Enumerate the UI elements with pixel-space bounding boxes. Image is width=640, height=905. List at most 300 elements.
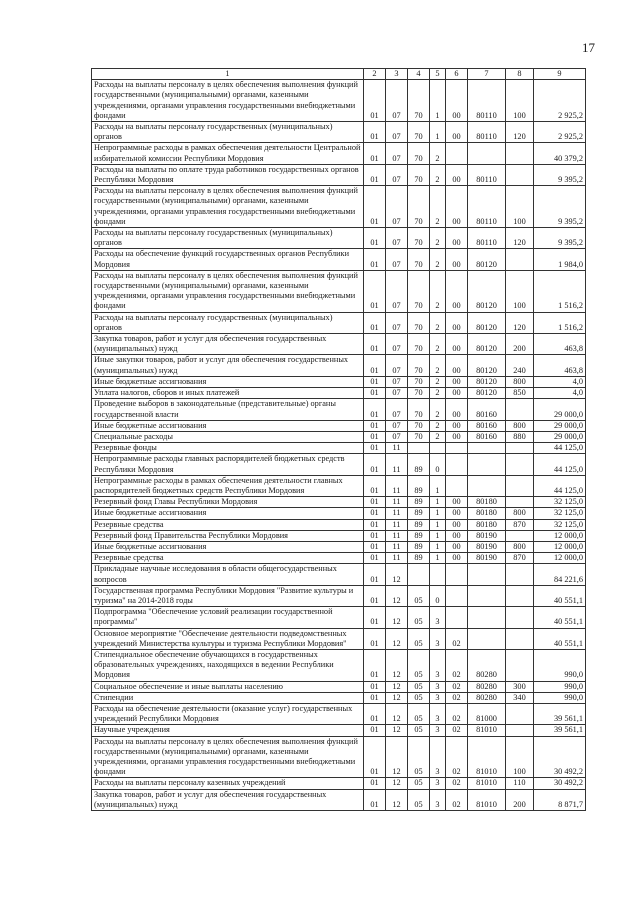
row-name: Специальные расходы bbox=[92, 431, 364, 442]
code-section: 01 bbox=[364, 270, 386, 312]
code-direction: 80120 bbox=[468, 249, 506, 270]
code-section: 01 bbox=[364, 475, 386, 496]
code-event: 02 bbox=[446, 681, 468, 692]
code-event: 00 bbox=[446, 530, 468, 541]
code-subprogram: 1 bbox=[430, 519, 446, 530]
table-row bbox=[92, 431, 586, 442]
code-subsection: 07 bbox=[386, 80, 408, 122]
amount: 44 125,0 bbox=[534, 443, 586, 454]
code-subsection: 07 bbox=[386, 270, 408, 312]
code-direction: 81010 bbox=[468, 725, 506, 736]
table-row bbox=[92, 736, 586, 778]
table-row bbox=[92, 475, 586, 496]
code-subprogram: 1 bbox=[430, 122, 446, 143]
amount: 4,0 bbox=[534, 388, 586, 399]
code-section: 01 bbox=[364, 399, 386, 420]
row-name: Расходы на выплаты персоналу в целях обеспечения выполнения функций государственными (муниципальными) органами, казенными учреждениями, органами управления государственными внебюджетными фондами bbox=[92, 186, 364, 228]
code-subprogram: 1 bbox=[430, 508, 446, 519]
code-section: 01 bbox=[364, 649, 386, 681]
code-expense-type bbox=[506, 607, 534, 628]
code-direction: 80180 bbox=[468, 508, 506, 519]
code-subsection: 07 bbox=[386, 228, 408, 249]
code-expense-type bbox=[506, 530, 534, 541]
code-subsection: 07 bbox=[386, 376, 408, 387]
row-name: Стипендиальное обеспечение обучающихся в государственных образовательных учреждениях, находящихся в ведении Республики Мордовия bbox=[92, 649, 364, 681]
code-subprogram: 3 bbox=[430, 628, 446, 649]
code-event: 02 bbox=[446, 649, 468, 681]
column-header: 4 bbox=[408, 69, 430, 80]
code-direction: 80110 bbox=[468, 186, 506, 228]
code-section: 01 bbox=[364, 789, 386, 810]
budget-table bbox=[91, 68, 586, 811]
code-event: 00 bbox=[446, 541, 468, 552]
amount: 40 551,1 bbox=[534, 585, 586, 606]
table-row bbox=[92, 508, 586, 519]
code-expense-type: 120 bbox=[506, 228, 534, 249]
code-direction bbox=[468, 454, 506, 475]
code-event: 00 bbox=[446, 497, 468, 508]
table-row bbox=[92, 420, 586, 431]
row-name: Государственная программа Республики Мордовия "Развитие культуры и туризма" на 2014-2018 годы bbox=[92, 585, 364, 606]
code-program: 05 bbox=[408, 607, 430, 628]
column-header: 5 bbox=[430, 69, 446, 80]
code-event bbox=[446, 607, 468, 628]
code-subsection: 07 bbox=[386, 431, 408, 442]
code-event: 00 bbox=[446, 164, 468, 185]
table-row bbox=[92, 628, 586, 649]
row-name: Расходы на выплаты персоналу государственных (муниципальных) органов bbox=[92, 122, 364, 143]
code-expense-type: 870 bbox=[506, 519, 534, 530]
code-program: 70 bbox=[408, 399, 430, 420]
table-row bbox=[92, 530, 586, 541]
code-expense-type bbox=[506, 475, 534, 496]
table-row bbox=[92, 143, 586, 164]
code-program: 05 bbox=[408, 725, 430, 736]
code-program: 89 bbox=[408, 454, 430, 475]
code-direction: 80120 bbox=[468, 334, 506, 355]
code-section: 01 bbox=[364, 681, 386, 692]
code-program: 05 bbox=[408, 778, 430, 789]
table-row bbox=[92, 649, 586, 681]
table-row bbox=[92, 270, 586, 312]
table-row bbox=[92, 681, 586, 692]
code-direction bbox=[468, 585, 506, 606]
row-name: Расходы на выплаты персоналу в целях обеспечения выполнения функций государственными (муниципальными) органами, казенными учреждениями, органами управления государственными внебюджетными фондами bbox=[92, 736, 364, 778]
code-section: 01 bbox=[364, 249, 386, 270]
code-direction: 80120 bbox=[468, 355, 506, 376]
table-row bbox=[92, 585, 586, 606]
code-direction bbox=[468, 628, 506, 649]
code-direction bbox=[468, 143, 506, 164]
code-subprogram: 1 bbox=[430, 497, 446, 508]
code-event: 00 bbox=[446, 334, 468, 355]
code-subsection: 11 bbox=[386, 530, 408, 541]
amount: 39 561,1 bbox=[534, 703, 586, 724]
code-event bbox=[446, 564, 468, 585]
code-expense-type bbox=[506, 143, 534, 164]
code-section: 01 bbox=[364, 334, 386, 355]
code-section: 01 bbox=[364, 692, 386, 703]
code-section: 01 bbox=[364, 736, 386, 778]
code-subprogram: 3 bbox=[430, 692, 446, 703]
code-expense-type: 200 bbox=[506, 334, 534, 355]
column-header: 3 bbox=[386, 69, 408, 80]
row-name: Иные бюджетные ассигнования bbox=[92, 508, 364, 519]
table-row bbox=[92, 541, 586, 552]
amount: 40 379,2 bbox=[534, 143, 586, 164]
code-event: 00 bbox=[446, 122, 468, 143]
column-header: 2 bbox=[364, 69, 386, 80]
code-program: 70 bbox=[408, 164, 430, 185]
code-subsection: 11 bbox=[386, 475, 408, 496]
amount: 12 000,0 bbox=[534, 541, 586, 552]
code-event bbox=[446, 585, 468, 606]
code-section: 01 bbox=[364, 553, 386, 564]
code-program: 05 bbox=[408, 681, 430, 692]
amount: 4,0 bbox=[534, 376, 586, 387]
amount: 990,0 bbox=[534, 681, 586, 692]
table-row bbox=[92, 164, 586, 185]
code-subprogram: 3 bbox=[430, 736, 446, 778]
table-row bbox=[92, 443, 586, 454]
code-expense-type bbox=[506, 585, 534, 606]
amount: 39 561,1 bbox=[534, 725, 586, 736]
code-subsection: 11 bbox=[386, 519, 408, 530]
code-direction: 80280 bbox=[468, 649, 506, 681]
code-program: 89 bbox=[408, 497, 430, 508]
code-section: 01 bbox=[364, 541, 386, 552]
code-subprogram: 2 bbox=[430, 186, 446, 228]
amount: 40 551,1 bbox=[534, 607, 586, 628]
code-program: 89 bbox=[408, 530, 430, 541]
code-program: 70 bbox=[408, 270, 430, 312]
code-expense-type: 200 bbox=[506, 789, 534, 810]
code-section: 01 bbox=[364, 454, 386, 475]
code-direction: 80280 bbox=[468, 681, 506, 692]
code-event: 00 bbox=[446, 553, 468, 564]
table-row bbox=[92, 564, 586, 585]
code-direction: 80190 bbox=[468, 530, 506, 541]
code-subsection: 11 bbox=[386, 454, 408, 475]
code-program: 05 bbox=[408, 649, 430, 681]
code-subsection: 07 bbox=[386, 420, 408, 431]
column-header: 6 bbox=[446, 69, 468, 80]
table-row bbox=[92, 454, 586, 475]
amount: 30 492,2 bbox=[534, 778, 586, 789]
code-subsection: 07 bbox=[386, 164, 408, 185]
row-name: Закупка товаров, работ и услуг для обеспечения государственных (муниципальных) нужд bbox=[92, 334, 364, 355]
code-expense-type bbox=[506, 249, 534, 270]
code-event bbox=[446, 143, 468, 164]
code-program: 89 bbox=[408, 508, 430, 519]
code-expense-type: 120 bbox=[506, 312, 534, 333]
code-subprogram: 3 bbox=[430, 725, 446, 736]
row-name: Проведение выборов в законодательные (представительные) органы государственной власти bbox=[92, 399, 364, 420]
column-header: 9 bbox=[534, 69, 586, 80]
code-expense-type: 880 bbox=[506, 431, 534, 442]
code-subsection: 07 bbox=[386, 143, 408, 164]
code-subsection: 12 bbox=[386, 736, 408, 778]
amount: 32 125,0 bbox=[534, 508, 586, 519]
row-name: Научные учреждения bbox=[92, 725, 364, 736]
code-event: 00 bbox=[446, 399, 468, 420]
code-subprogram: 1 bbox=[430, 475, 446, 496]
code-direction: 81010 bbox=[468, 736, 506, 778]
code-program: 05 bbox=[408, 736, 430, 778]
row-name: Резервные фонды bbox=[92, 443, 364, 454]
code-subprogram: 2 bbox=[430, 399, 446, 420]
code-program: 70 bbox=[408, 186, 430, 228]
row-name: Расходы на обеспечение деятельности (оказание услуг) государственных учреждений Республики Мордовия bbox=[92, 703, 364, 724]
code-subprogram: 2 bbox=[430, 388, 446, 399]
code-direction: 80190 bbox=[468, 541, 506, 552]
code-event: 00 bbox=[446, 519, 468, 530]
code-program: 70 bbox=[408, 355, 430, 376]
table-row bbox=[92, 80, 586, 122]
code-section: 01 bbox=[364, 725, 386, 736]
code-program: 05 bbox=[408, 703, 430, 724]
table-row bbox=[92, 497, 586, 508]
code-section: 01 bbox=[364, 607, 386, 628]
code-program: 70 bbox=[408, 376, 430, 387]
code-section: 01 bbox=[364, 443, 386, 454]
amount: 990,0 bbox=[534, 649, 586, 681]
code-event: 02 bbox=[446, 703, 468, 724]
row-name: Уплата налогов, сборов и иных платежей bbox=[92, 388, 364, 399]
code-section: 01 bbox=[364, 431, 386, 442]
table-row bbox=[92, 249, 586, 270]
code-expense-type bbox=[506, 725, 534, 736]
code-subprogram: 2 bbox=[430, 376, 446, 387]
table-row bbox=[92, 519, 586, 530]
column-header: 1 bbox=[92, 69, 364, 80]
table-row bbox=[92, 186, 586, 228]
code-direction: 80160 bbox=[468, 420, 506, 431]
code-expense-type: 800 bbox=[506, 376, 534, 387]
code-subsection: 12 bbox=[386, 649, 408, 681]
code-program: 70 bbox=[408, 122, 430, 143]
code-event: 00 bbox=[446, 270, 468, 312]
code-direction: 80160 bbox=[468, 431, 506, 442]
code-expense-type: 340 bbox=[506, 692, 534, 703]
table-row bbox=[92, 376, 586, 387]
code-section: 01 bbox=[364, 122, 386, 143]
code-subsection: 11 bbox=[386, 497, 408, 508]
code-subprogram: 2 bbox=[430, 312, 446, 333]
code-expense-type: 100 bbox=[506, 186, 534, 228]
code-direction: 80120 bbox=[468, 312, 506, 333]
code-subsection: 11 bbox=[386, 508, 408, 519]
code-section: 01 bbox=[364, 355, 386, 376]
row-name: Резервный фонд Правительства Республики Мордовия bbox=[92, 530, 364, 541]
amount: 9 395,2 bbox=[534, 164, 586, 185]
code-event: 00 bbox=[446, 80, 468, 122]
row-name: Прикладные научные исследования в области общегосударственных вопросов bbox=[92, 564, 364, 585]
code-section: 01 bbox=[364, 376, 386, 387]
code-section: 01 bbox=[364, 564, 386, 585]
code-subsection: 07 bbox=[386, 186, 408, 228]
code-subprogram: 1 bbox=[430, 530, 446, 541]
code-event: 00 bbox=[446, 420, 468, 431]
code-program: 89 bbox=[408, 475, 430, 496]
code-event: 02 bbox=[446, 736, 468, 778]
amount: 463,8 bbox=[534, 334, 586, 355]
code-subsection: 07 bbox=[386, 388, 408, 399]
amount: 2 925,2 bbox=[534, 80, 586, 122]
code-program: 70 bbox=[408, 420, 430, 431]
code-subsection: 12 bbox=[386, 725, 408, 736]
code-program: 70 bbox=[408, 143, 430, 164]
row-name: Расходы на выплаты персоналу государственных (муниципальных) органов bbox=[92, 228, 364, 249]
code-expense-type: 100 bbox=[506, 736, 534, 778]
code-section: 01 bbox=[364, 420, 386, 431]
code-section: 01 bbox=[364, 186, 386, 228]
amount: 12 000,0 bbox=[534, 553, 586, 564]
code-section: 01 bbox=[364, 703, 386, 724]
code-expense-type: 870 bbox=[506, 553, 534, 564]
code-event: 00 bbox=[446, 431, 468, 442]
row-name: Иные бюджетные ассигнования bbox=[92, 376, 364, 387]
code-subprogram: 2 bbox=[430, 270, 446, 312]
code-expense-type bbox=[506, 703, 534, 724]
row-name: Подпрограмма "Обеспечение условий реализации государственной программы" bbox=[92, 607, 364, 628]
row-name: Социальное обеспечение и иные выплаты населению bbox=[92, 681, 364, 692]
table-row bbox=[92, 334, 586, 355]
amount: 44 125,0 bbox=[534, 454, 586, 475]
row-name: Непрограммные расходы главных распорядителей бюджетных средств Республики Мордовия bbox=[92, 454, 364, 475]
code-section: 01 bbox=[364, 228, 386, 249]
code-program: 89 bbox=[408, 553, 430, 564]
code-direction: 80120 bbox=[468, 376, 506, 387]
code-direction: 80120 bbox=[468, 388, 506, 399]
code-section: 01 bbox=[364, 312, 386, 333]
code-event: 02 bbox=[446, 778, 468, 789]
code-subsection: 12 bbox=[386, 703, 408, 724]
row-name: Непрограммные расходы в рамках обеспечения деятельности Центральной избирательной комиссии Республики Мордовия bbox=[92, 143, 364, 164]
row-name: Расходы на обеспечение функций государственных органов Республики Мордовия bbox=[92, 249, 364, 270]
code-subprogram bbox=[430, 443, 446, 454]
row-name: Иные бюджетные ассигнования bbox=[92, 541, 364, 552]
code-subprogram: 2 bbox=[430, 228, 446, 249]
table-row bbox=[92, 789, 586, 810]
code-subsection: 12 bbox=[386, 692, 408, 703]
code-subsection: 12 bbox=[386, 778, 408, 789]
amount: 1 984,0 bbox=[534, 249, 586, 270]
code-expense-type bbox=[506, 399, 534, 420]
amount: 32 125,0 bbox=[534, 497, 586, 508]
row-name: Резервные средства bbox=[92, 519, 364, 530]
page-number: 17 bbox=[582, 40, 595, 55]
code-expense-type: 800 bbox=[506, 508, 534, 519]
code-subprogram: 1 bbox=[430, 80, 446, 122]
code-event: 02 bbox=[446, 789, 468, 810]
code-section: 01 bbox=[364, 388, 386, 399]
table-row bbox=[92, 122, 586, 143]
code-direction: 80180 bbox=[468, 519, 506, 530]
column-header: 8 bbox=[506, 69, 534, 80]
code-event: 02 bbox=[446, 628, 468, 649]
code-event: 00 bbox=[446, 388, 468, 399]
amount: 2 925,2 bbox=[534, 122, 586, 143]
row-name: Расходы на выплаты персоналу государственных (муниципальных) органов bbox=[92, 312, 364, 333]
amount: 40 551,1 bbox=[534, 628, 586, 649]
table-row bbox=[92, 692, 586, 703]
code-expense-type bbox=[506, 164, 534, 185]
row-name: Иные бюджетные ассигнования bbox=[92, 420, 364, 431]
code-subsection: 07 bbox=[386, 399, 408, 420]
amount: 1 516,2 bbox=[534, 270, 586, 312]
table-row bbox=[92, 228, 586, 249]
code-program: 70 bbox=[408, 80, 430, 122]
code-subprogram: 2 bbox=[430, 249, 446, 270]
code-expense-type bbox=[506, 628, 534, 649]
table-row bbox=[92, 725, 586, 736]
amount: 84 221,6 bbox=[534, 564, 586, 585]
code-subprogram: 2 bbox=[430, 334, 446, 355]
code-program: 70 bbox=[408, 431, 430, 442]
table-row bbox=[92, 312, 586, 333]
code-subsection: 07 bbox=[386, 334, 408, 355]
code-expense-type: 110 bbox=[506, 778, 534, 789]
row-name: Иные закупки товаров, работ и услуг для обеспечения государственных (муниципальных) нужд bbox=[92, 355, 364, 376]
amount: 8 871,7 bbox=[534, 789, 586, 810]
code-subprogram: 3 bbox=[430, 778, 446, 789]
code-subsection: 07 bbox=[386, 122, 408, 143]
table-header-row bbox=[92, 69, 586, 80]
code-expense-type: 850 bbox=[506, 388, 534, 399]
code-expense-type: 240 bbox=[506, 355, 534, 376]
code-section: 01 bbox=[364, 164, 386, 185]
code-subprogram: 3 bbox=[430, 789, 446, 810]
code-event: 00 bbox=[446, 376, 468, 387]
code-direction: 80280 bbox=[468, 692, 506, 703]
code-subprogram: 0 bbox=[430, 585, 446, 606]
code-subsection: 11 bbox=[386, 541, 408, 552]
code-section: 01 bbox=[364, 628, 386, 649]
row-name: Расходы на выплаты персоналу казенных учреждений bbox=[92, 778, 364, 789]
table-row bbox=[92, 399, 586, 420]
code-event: 02 bbox=[446, 692, 468, 703]
amount: 9 395,2 bbox=[534, 228, 586, 249]
code-subprogram: 0 bbox=[430, 454, 446, 475]
code-direction bbox=[468, 475, 506, 496]
code-subprogram: 3 bbox=[430, 649, 446, 681]
code-event: 00 bbox=[446, 508, 468, 519]
column-header: 7 bbox=[468, 69, 506, 80]
code-direction bbox=[468, 564, 506, 585]
amount: 32 125,0 bbox=[534, 519, 586, 530]
code-event: 00 bbox=[446, 186, 468, 228]
code-direction: 81000 bbox=[468, 703, 506, 724]
code-subsection: 12 bbox=[386, 628, 408, 649]
code-subprogram: 2 bbox=[430, 355, 446, 376]
code-section: 01 bbox=[364, 585, 386, 606]
code-direction: 80120 bbox=[468, 270, 506, 312]
code-expense-type: 100 bbox=[506, 80, 534, 122]
code-program: 70 bbox=[408, 249, 430, 270]
amount: 12 000,0 bbox=[534, 530, 586, 541]
code-section: 01 bbox=[364, 519, 386, 530]
table-row bbox=[92, 607, 586, 628]
code-direction: 80160 bbox=[468, 399, 506, 420]
code-expense-type bbox=[506, 564, 534, 585]
row-name: Непрограммные расходы в рамках обеспечения деятельности главных распорядителей бюджетных средств Республики Мордовия bbox=[92, 475, 364, 496]
code-subsection: 12 bbox=[386, 681, 408, 692]
code-event: 02 bbox=[446, 725, 468, 736]
code-subprogram: 3 bbox=[430, 607, 446, 628]
amount: 30 492,2 bbox=[534, 736, 586, 778]
code-program: 70 bbox=[408, 388, 430, 399]
